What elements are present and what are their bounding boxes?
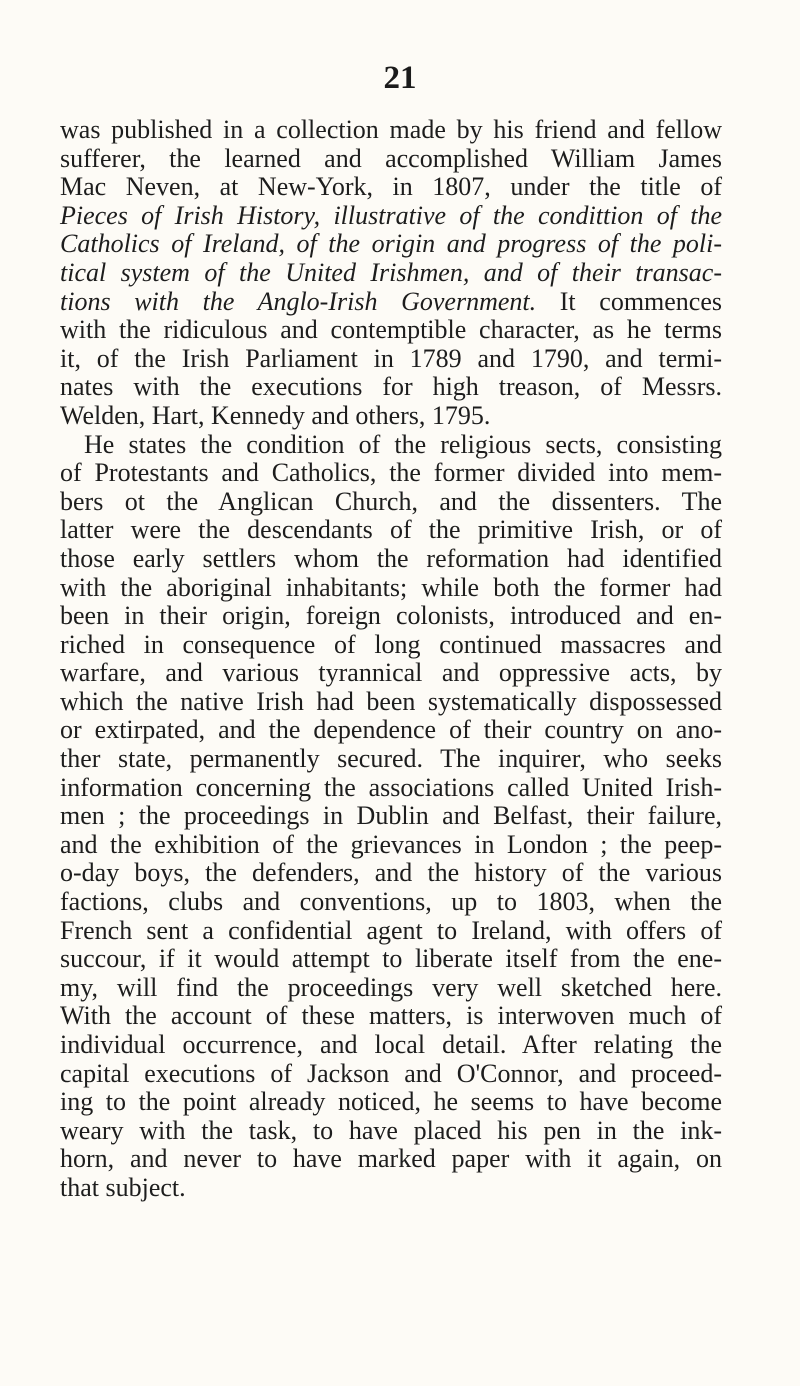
text-run: my, will find the proceedings very well sketched here.	[60, 972, 722, 1002]
text-line	[60, 316, 722, 345]
text-run: was published in a collection made by his friend and fellow	[60, 115, 722, 144]
text-line	[60, 1060, 722, 1089]
text-run: which the native Irish had been systematically dispossessed	[60, 686, 722, 716]
italic-text: Pieces of Irish History, illustrative of the condittion of the	[60, 200, 722, 230]
text-line	[60, 259, 722, 288]
text-line	[60, 459, 722, 488]
text-run: horn, and never to have marked paper with it again, on	[60, 1144, 722, 1174]
italic-text: Catholics of Ireland, of the origin and progress of the poli-	[60, 229, 722, 259]
text-line	[60, 202, 722, 231]
text-line	[60, 1088, 722, 1117]
text-line	[60, 1117, 722, 1146]
body-text	[60, 116, 722, 1203]
text-run: ther state, permanently secured. The inquirer, who seeks	[60, 744, 722, 774]
text-line	[60, 574, 722, 603]
text-line	[60, 888, 722, 917]
italic-text: tions with the Anglo-Irish Government.	[60, 286, 537, 316]
text-run: It commences	[536, 286, 722, 316]
text-run: succour, if it would attempt to liberate itself from the ene-	[60, 944, 722, 974]
text-line	[60, 602, 722, 631]
text-line	[60, 802, 722, 831]
text-run: it, of the Irish Parliament in 1789 and 1790, and termi-	[60, 343, 722, 373]
text-line	[60, 945, 722, 974]
text-run: men ; the proceedings in Dublin and Belfast, their failure,	[60, 801, 722, 831]
text-line	[60, 745, 722, 774]
paragraph	[60, 431, 722, 1203]
text-run: bers ot the Anglican Church, and the dissenters. The	[60, 486, 722, 516]
text-line	[60, 116, 722, 145]
text-run: He states the condition of the religious sects, consisting	[84, 429, 722, 459]
text-run: riched in consequence of long continued massacres and	[60, 629, 722, 659]
text-line	[60, 974, 722, 1003]
text-line	[60, 145, 722, 174]
text-line	[60, 1145, 722, 1174]
text-run: o-day boys, the defenders, and the history of the various	[60, 858, 722, 888]
text-run: latter were the descendants of the primitive Irish, or of	[60, 515, 722, 545]
text-line	[60, 345, 722, 374]
text-run: or extirpated, and the dependence of their country on ano-	[60, 715, 722, 745]
text-run: With the account of these matters, is interwoven much of	[60, 1001, 722, 1031]
text-line	[60, 631, 722, 660]
text-run: French sent a confidential agent to Ireland, with offers of	[60, 915, 722, 945]
text-line	[60, 373, 722, 402]
text-run: and the exhibition of the grievances in London ; the peep-	[60, 829, 722, 859]
text-line	[60, 488, 722, 517]
text-run: Welden, Hart, Kennedy and others, 1795.	[60, 400, 491, 430]
text-run: that subject.	[60, 1172, 186, 1202]
paragraph	[60, 116, 722, 431]
text-run: capital executions of Jackson and O'Connor, and proceed-	[60, 1058, 722, 1088]
text-line	[60, 831, 722, 860]
text-run: with the ridiculous and contemptible character, as he terms	[60, 315, 722, 345]
text-line	[60, 1174, 722, 1203]
text-line	[60, 716, 722, 745]
text-line	[60, 402, 722, 431]
text-run: with the aboriginal inhabitants; while both the former had	[60, 572, 722, 602]
text-line	[60, 659, 722, 688]
text-run: of Protestants and Catholics, the former divided into mem-	[60, 458, 722, 488]
text-run: individual occurrence, and local detail. After relating the	[60, 1030, 722, 1059]
text-line	[60, 230, 722, 259]
text-line	[60, 774, 722, 803]
text-run: warfare, and various tyrannical and oppressive acts, by	[60, 658, 722, 688]
text-line	[60, 917, 722, 946]
text-run: nates with the executions for high treason, of Messrs.	[60, 372, 722, 402]
text-line	[60, 859, 722, 888]
text-run: those early settlers whom the reformation had identified	[60, 543, 722, 573]
text-run: sufferer, the learned and accomplished William James	[60, 143, 722, 173]
text-line	[60, 545, 722, 574]
text-run: ing to the point already noticed, he seems to have become	[60, 1087, 722, 1117]
text-line	[60, 288, 722, 317]
text-run: information concerning the associations called United Irish-	[60, 772, 722, 802]
page-number: 21	[383, 60, 417, 96]
text-line	[60, 1002, 722, 1031]
text-run: been in their origin, foreign colonists, introduced and en-	[60, 601, 722, 631]
text-run: factions, clubs and conventions, up to 1803, when the	[60, 887, 722, 917]
text-line	[60, 431, 722, 460]
text-run: weary with the task, to have placed his pen in the ink-	[60, 1115, 722, 1145]
text-line	[60, 173, 722, 202]
text-line	[60, 516, 722, 545]
text-line	[60, 1031, 722, 1060]
text-run: Mac Neven, at New-York, in 1807, under the title of	[60, 172, 722, 202]
italic-text: tical system of the United Irishmen, and of their transac-	[60, 257, 722, 287]
text-line	[60, 688, 722, 717]
